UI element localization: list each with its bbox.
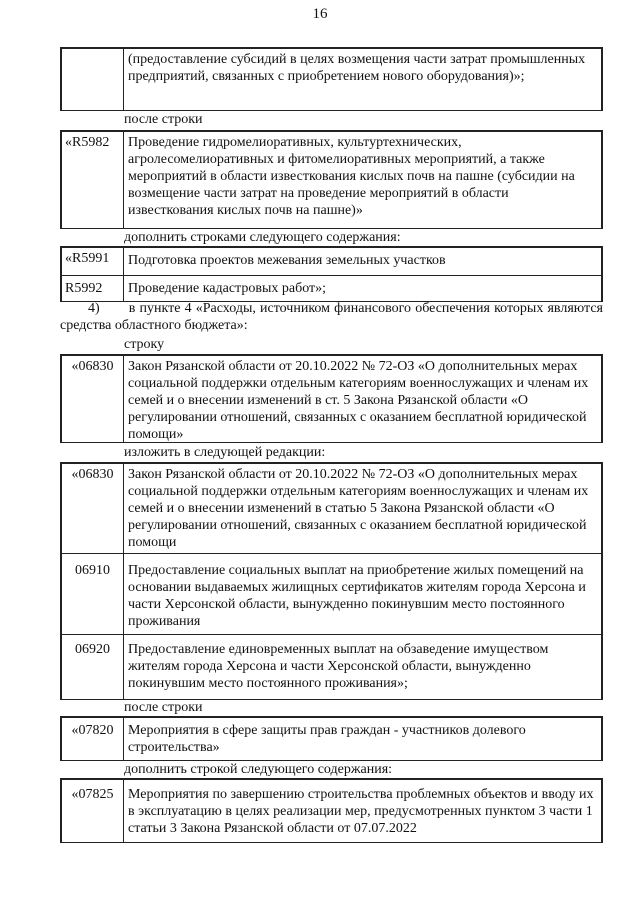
instruction-row: строку (124, 337, 165, 352)
row-text: Подготовка проектов межевания земельных участков (128, 253, 446, 268)
budget-table-fragment-3 (60, 246, 603, 302)
table-row (62, 718, 601, 760)
row-text: Предоставление единовременных выплат на обзаведение имуществом жителям города Херсона и части Херсонской области, вынужденно покинувшим место постоянного проживания»; (128, 642, 549, 691)
table-row (62, 356, 601, 442)
row-text: Проведение гидромелиоративных, культуртехнических, агролесомелиоративных и фитомелиоративных мероприятий, а также мероприятий в области известкования кислых почв на пашне (субсидии на возмещение части затрат на проведение мероприятий в области известкования кислых почв на пашне)» (128, 135, 575, 218)
budget-table-fragment-7 (60, 778, 603, 843)
paragraph-item-4: 4) в пункте 4 «Расходы, источником финансового обеспечения которых являются средства областного бюджета»: (60, 301, 603, 333)
row-code: «06830 (62, 356, 124, 442)
row-code: «06830 (62, 464, 124, 553)
row-text: Закон Рязанской области от 20.10.2022 № 72-ОЗ «О дополнительных мерах социальной поддержки отдельным категориям военнослужащих и членам их семей и о внесении изменений в статью 5 Закона Рязанской области «О регулировании отношений, связанных с оказанием бесплатной юридической помощи (128, 467, 589, 550)
instruction-restate: изложить в следующей редакции: (124, 445, 326, 460)
row-text: Мероприятия в сфере защиты прав граждан - участников долевого строительства» (128, 723, 526, 755)
row-text: Закон Рязанской области от 20.10.2022 № 72-ОЗ «О дополнительных мерах социальной поддержки отдельным категориям военнослужащих и членам их семей и о внесении изменений в ст. 5 Закона Рязанской области «О регулировании отношений, связанных с оказанием бесплатной юридической помощи» (128, 359, 589, 442)
instruction-add-row: дополнить строкой следующего содержания: (124, 762, 393, 777)
instruction-add-rows: дополнить строками следующего содержания: (124, 230, 401, 245)
table-row (62, 248, 601, 276)
table-row (62, 276, 601, 301)
budget-table-fragment-6 (60, 716, 603, 761)
row-code: «07825 (62, 780, 124, 842)
row-code: «R5982 (62, 132, 124, 228)
row-text: Предоставление социальных выплат на приобретение жилых помещений на основании выдаваемых жилищных сертификатов жителям города Херсона и части Херсонской области, вынужденно покинувшим место постоянного проживания (128, 563, 586, 629)
table-row (62, 635, 601, 699)
row-code (62, 49, 124, 110)
row-text: Проведение кадастровых работ»; (128, 281, 327, 296)
row-code: 06910 (62, 554, 124, 634)
row-code: «07820 (62, 718, 124, 760)
row-text: (предоставление субсидий в целях возмещения части затрат промышленных предприятий, связанных с приобретением нового оборудования)»; (128, 52, 586, 84)
table-row (62, 554, 601, 635)
table-row (62, 132, 601, 228)
instruction-after-row: после строки (124, 112, 203, 127)
row-code: R5992 (62, 276, 124, 301)
budget-table-fragment-4 (60, 354, 603, 443)
row-code: «R5991 (62, 248, 124, 275)
budget-table-fragment-1 (60, 47, 603, 111)
table-row (62, 780, 601, 842)
table-row (62, 464, 601, 554)
row-code: 06920 (62, 635, 124, 699)
budget-table-fragment-2 (60, 130, 603, 229)
table-row (62, 49, 601, 110)
page-number: 16 (312, 6, 328, 22)
instruction-after-row-2: после строки (124, 700, 203, 715)
budget-table-fragment-5 (60, 462, 603, 700)
row-text: Мероприятия по завершению строительства проблемных объектов и вводу их в эксплуатацию в целях реализации мер, предусмотренных пунктом 3 части 1 статьи 3 Закона Рязанской области от 07.07.2022 (128, 787, 594, 836)
